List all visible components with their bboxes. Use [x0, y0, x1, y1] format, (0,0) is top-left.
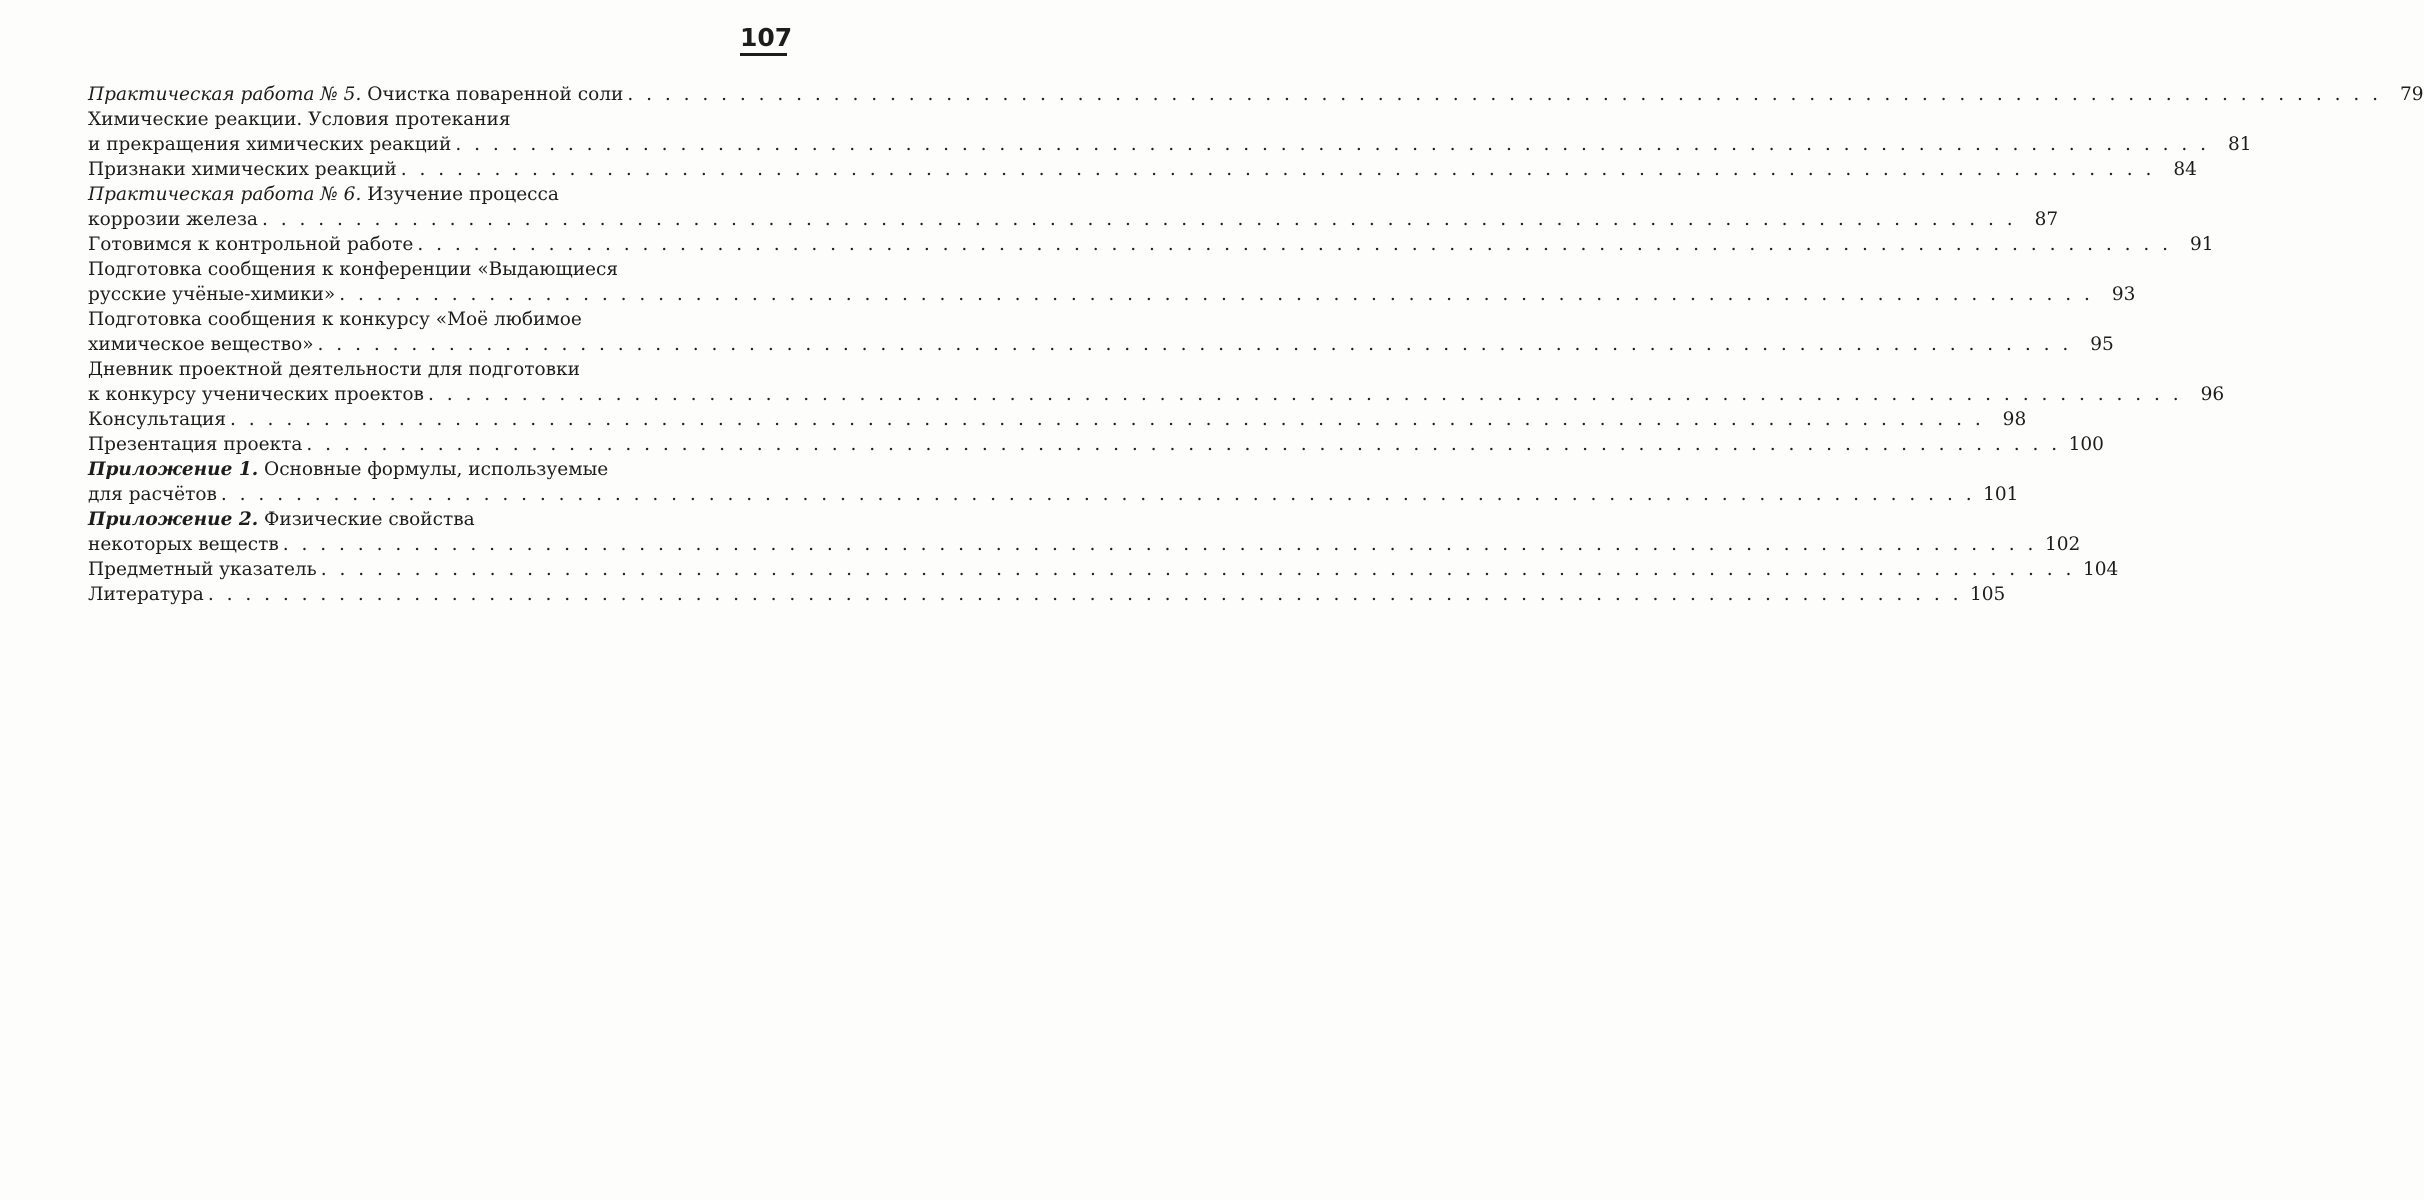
- entry-title-continued: русские учёные-химики»: [88, 284, 336, 305]
- toc-entry-conference-report: [88, 257, 2136, 307]
- entry-prefix: Практическая работа № 5.: [88, 84, 362, 105]
- entry-page-number: 81: [2227, 134, 2252, 155]
- dot-leader: . . . . . . . . . . . . . . . . . . . . . . . . . . . . . . . . . . . . . . . . . . . . . . . . . . . . . . . . . . . . . . . . . . . . . . . . . . . . . . . . . . . . . . . . . . . . . .: [320, 559, 2075, 580]
- dot-leader: . . . . . . . . . . . . . . . . . . . . . . . . . . . . . . . . . . . . . . . . . . . . . . . . . . . . . . . . . . . . . . . . . . . . . . . . . . . . . . . . . . . . . . . . . . . . . .: [261, 209, 2017, 230]
- toc-entry-project-diary: [88, 357, 2225, 407]
- entry-title: Изучение процесса: [361, 184, 559, 205]
- entry-title: Химические реакции. Условия протекания: [88, 109, 511, 130]
- entry-title: Предметный указатель: [88, 559, 317, 580]
- dot-leader: . . . . . . . . . . . . . . . . . . . . . . . . . . . . . . . . . . . . . . . . . . . . . . . . . . . . . . . . . . . . . . . . . . . . . . . . . . . . . . . . . . . . . . . . . . . . . .: [400, 159, 2155, 180]
- entry-page-number: 93: [2111, 284, 2136, 305]
- dot-leader: . . . . . . . . . . . . . . . . . . . . . . . . . . . . . . . . . . . . . . . . . . . . . . . . . . . . . . . . . . . . . . . . . . . . . . . . . . . . . . . . . . . . . . . . . . . . . .: [427, 384, 2183, 405]
- entry-title: Признаки химических реакций: [88, 159, 397, 180]
- entry-page-number: 91: [2189, 234, 2214, 255]
- entry-title-continued: коррозии железа: [88, 209, 258, 230]
- dot-leader: . . . . . . . . . . . . . . . . . . . . . . . . . . . . . . . . . . . . . . . . . . . . . . . . . . . . . . . . . . . . . . . . . . . . . . . . . . . . . . . . . . . . . . . . . . . . . .: [207, 584, 1963, 605]
- entry-title-continued: к конкурсу ученических проектов: [88, 384, 424, 405]
- entry-title-continued: для расчётов: [88, 484, 217, 505]
- entry-page-number: 98: [2002, 409, 2027, 430]
- toc-entry-project-presentation: [88, 432, 2104, 457]
- dot-leader: . . . . . . . . . . . . . . . . . . . . . . . . . . . . . . . . . . . . . . . . . . . . . . . . . . . . . . . . . . . . . . . . . . . . . . . . . . . . . . . . . . . . . . . . . . . . . .: [230, 409, 1985, 430]
- entry-page-number: 87: [2034, 209, 2059, 230]
- dot-leader: . . . . . . . . . . . . . . . . . . . . . . . . . . . . . . . . . . . . . . . . . . . . . . . . . . . . . . . . . . . . . . . . . . . . . . . . . . . . . . . . . . . . . . . . . . . . . .: [282, 534, 2037, 555]
- entry-title: Готовимся к контрольной работе: [88, 234, 414, 255]
- toc-entry-contest-report: [88, 307, 2114, 357]
- toc-entry-practical-work-6: [88, 182, 2059, 232]
- entry-page-number: 95: [2090, 334, 2114, 355]
- entry-page-number: 101: [1983, 484, 2019, 505]
- toc-entry-reaction-signs: [88, 157, 2197, 182]
- entry-page-number: 102: [2044, 534, 2081, 555]
- entry-title: Подготовка сообщения к конкурсу «Моё любимое: [88, 309, 582, 330]
- entry-title: Дневник проектной деятельности для подготовки: [88, 359, 580, 380]
- toc-entry-subject-index: [88, 557, 2119, 582]
- entry-page-number: 79: [2399, 84, 2424, 105]
- entry-page-number: 104: [2082, 559, 2119, 580]
- entry-prefix: Приложение 1.: [88, 459, 259, 480]
- entry-title: Подготовка сообщения к конференции «Выдающиеся: [88, 259, 619, 280]
- toc-entry-test-preparation: [88, 232, 2214, 257]
- toc-entry-practical-work-5: [88, 82, 2424, 107]
- entry-page-number: 96: [2200, 384, 2225, 405]
- dot-leader: . . . . . . . . . . . . . . . . . . . . . . . . . . . . . . . . . . . . . . . . . . . . . . . . . . . . . . . . . . . . . . . . . . . . . . . . . . . . . . . . . . . . . . . . . . . . . .: [339, 284, 2094, 305]
- entry-prefix: Приложение 2.: [88, 509, 259, 530]
- dot-leader: . . . . . . . . . . . . . . . . . . . . . . . . . . . . . . . . . . . . . . . . . . . . . . . . . . . . . . . . . . . . . . . . . . . . . . . . . . . . . . . . . . . . . . . . . . . . . .: [417, 234, 2172, 255]
- toc-entry-consultation: [88, 407, 2027, 432]
- entry-page-number: 105: [1970, 584, 2006, 605]
- entry-title-continued: и прекращения химических реакций: [88, 134, 452, 155]
- entry-title: Физические свойства: [258, 509, 475, 530]
- table-of-contents: [88, 82, 2424, 607]
- entry-title: Литература: [88, 584, 204, 605]
- page-number: 107: [740, 23, 793, 52]
- entry-page-number: 84: [2173, 159, 2197, 180]
- toc-entry-appendix-2: [88, 507, 2081, 557]
- entry-title: Очистка поваренной соли: [361, 84, 624, 105]
- entry-title: Основные формулы, используемые: [258, 459, 609, 480]
- dot-leader: . . . . . . . . . . . . . . . . . . . . . . . . . . . . . . . . . . . . . . . . . . . . . . . . . . . . . . . . . . . . . . . . . . . . . . . . . . . . . . . . . . . . . . . . . . . . . .: [317, 334, 2072, 355]
- entry-title-continued: некоторых веществ: [88, 534, 279, 555]
- toc-entry-literature: [88, 582, 2006, 607]
- dot-leader: . . . . . . . . . . . . . . . . . . . . . . . . . . . . . . . . . . . . . . . . . . . . . . . . . . . . . . . . . . . . . . . . . . . . . . . . . . . . . . . . . . . . . . . . . . . . . .: [455, 134, 2210, 155]
- dot-leader: . . . . . . . . . . . . . . . . . . . . . . . . . . . . . . . . . . . . . . . . . . . . . . . . . . . . . . . . . . . . . . . . . . . . . . . . . . . . . . . . . . . . . . . . . . . . . .: [627, 84, 2382, 105]
- dot-leader: . . . . . . . . . . . . . . . . . . . . . . . . . . . . . . . . . . . . . . . . . . . . . . . . . . . . . . . . . . . . . . . . . . . . . . . . . . . . . . . . . . . . . . . . . . . . . .: [220, 484, 1976, 505]
- dot-leader: . . . . . . . . . . . . . . . . . . . . . . . . . . . . . . . . . . . . . . . . . . . . . . . . . . . . . . . . . . . . . . . . . . . . . . . . . . . . . . . . . . . . . . . . . . . . . .: [306, 434, 2061, 455]
- entry-title: Презентация проекта: [88, 434, 303, 455]
- page-number-underline: [740, 53, 787, 56]
- entry-page-number: 100: [2068, 434, 2104, 455]
- toc-entry-chemical-reactions: [88, 107, 2252, 157]
- entry-title-continued: химическое вещество»: [88, 334, 314, 355]
- entry-title: Консультация: [88, 409, 227, 430]
- entry-prefix: Практическая работа № 6.: [88, 184, 362, 205]
- toc-entry-appendix-1: [88, 457, 2019, 507]
